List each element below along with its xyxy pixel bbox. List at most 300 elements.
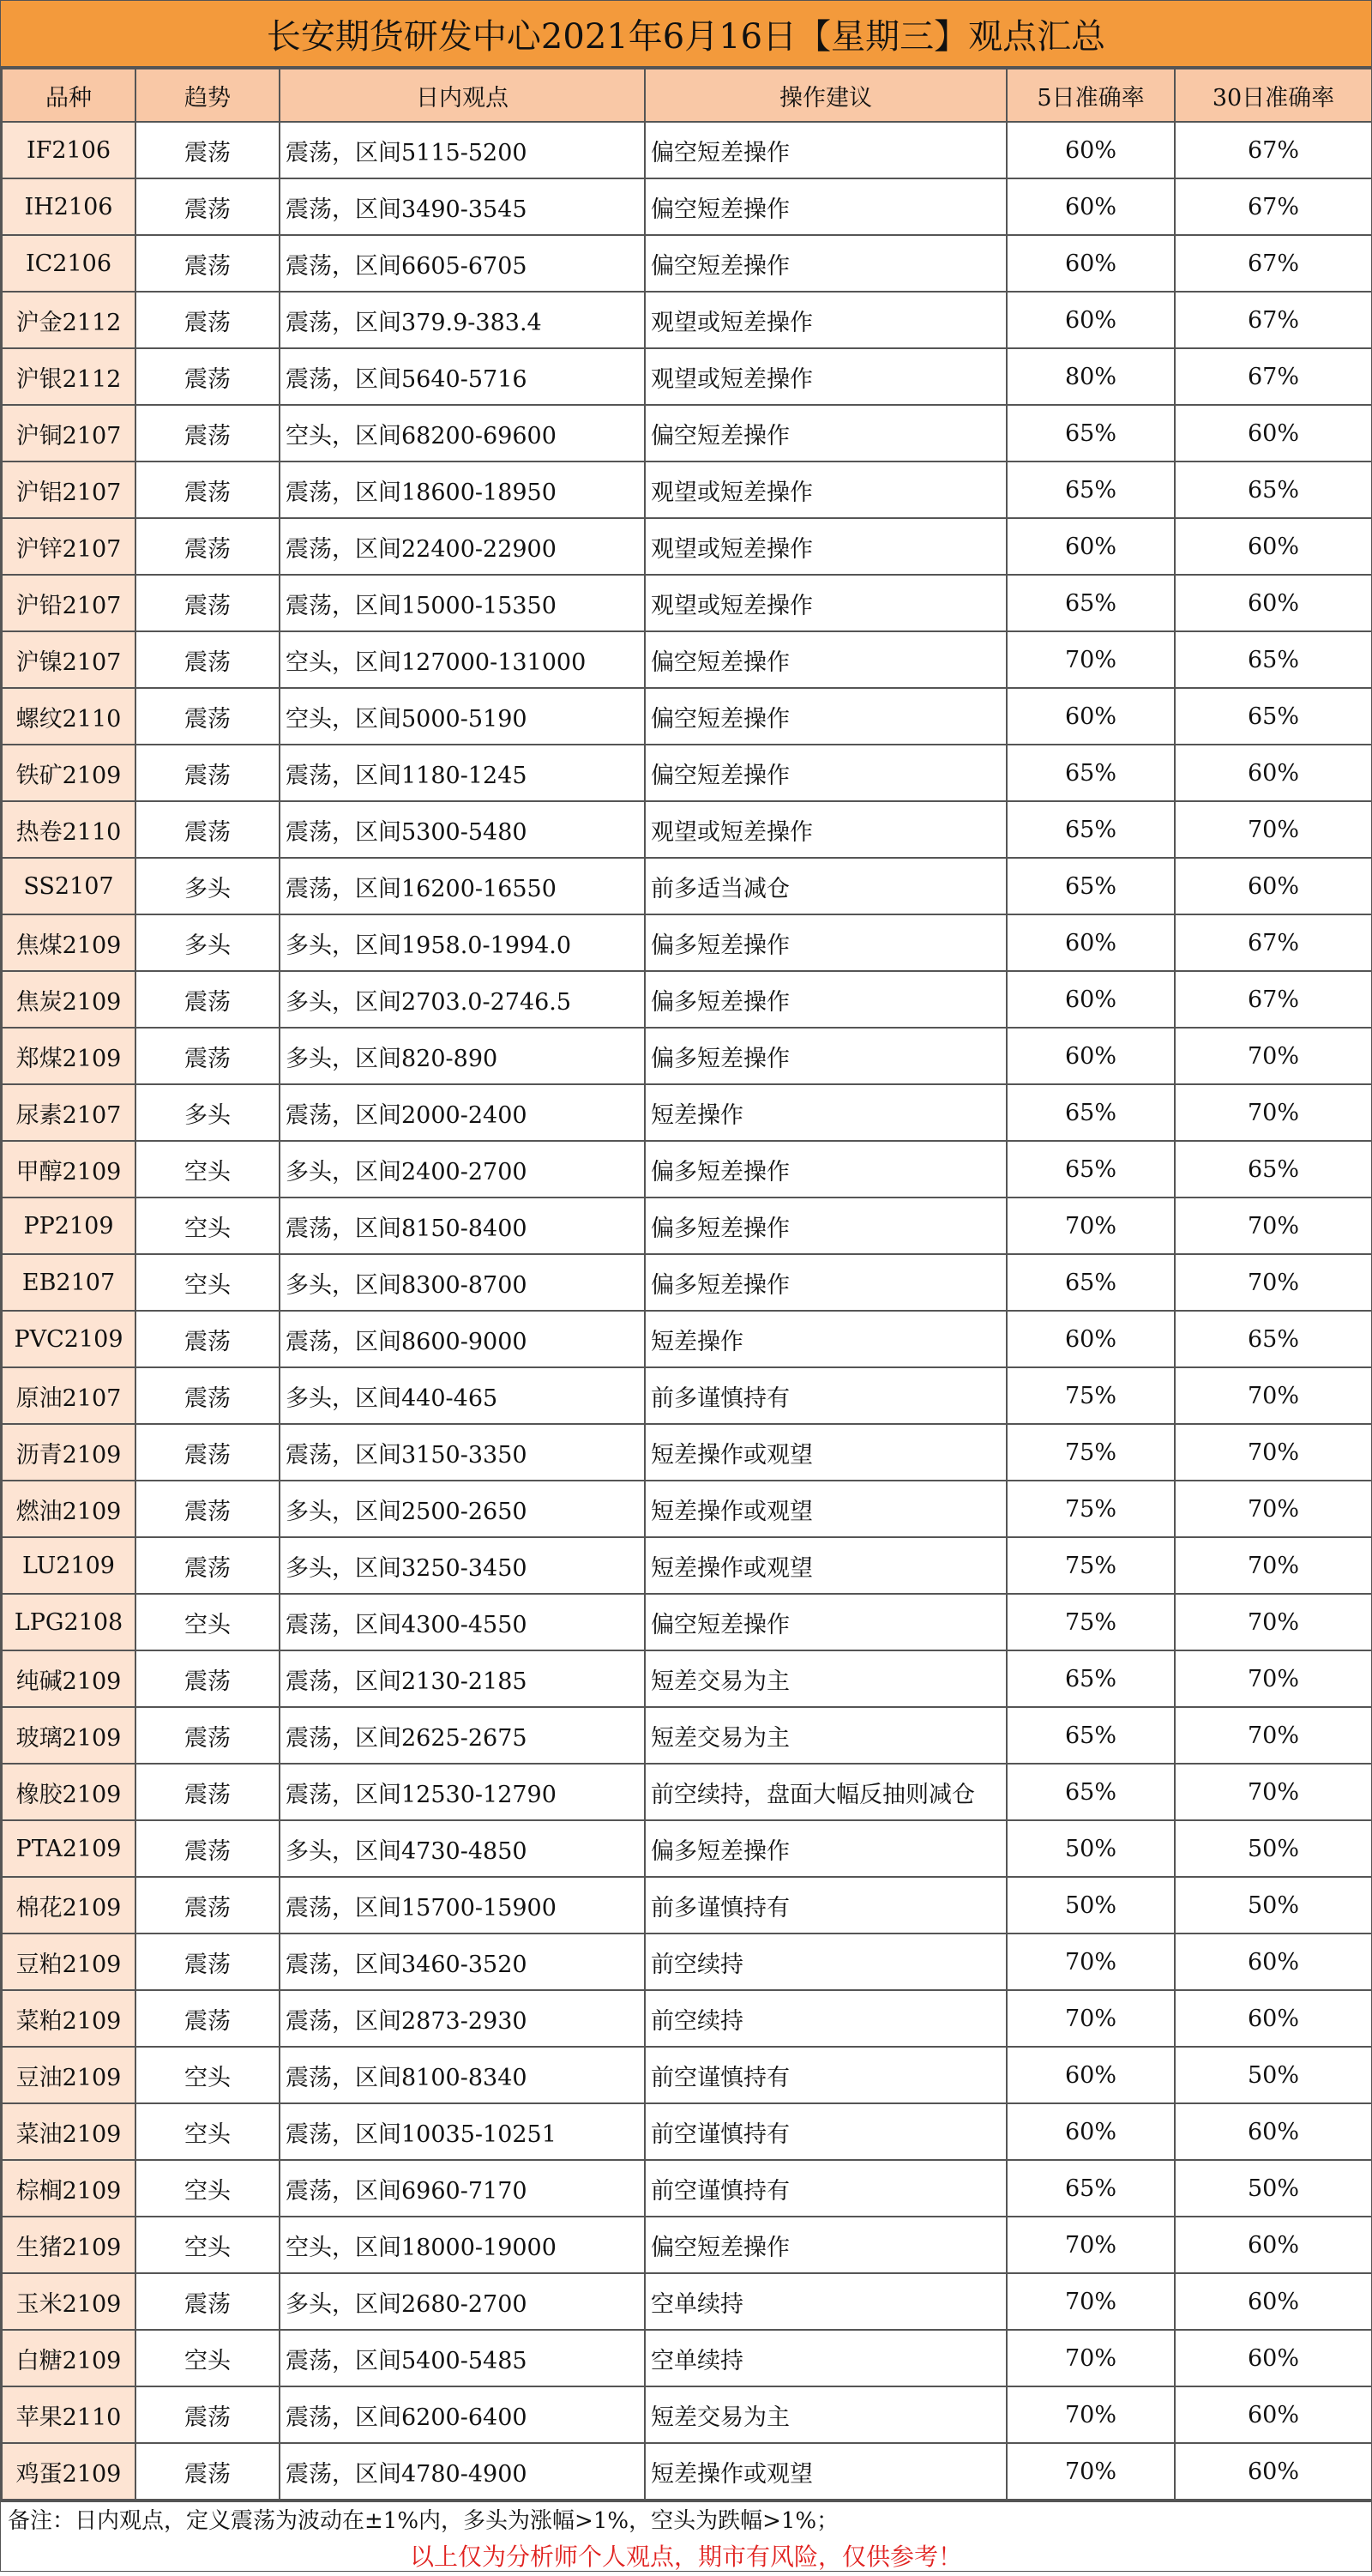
cell-trend: 震荡 <box>135 405 280 462</box>
cell-30day-accuracy: 70% <box>1175 1764 1372 1820</box>
cell-trend: 震荡 <box>135 971 280 1028</box>
cell-trend: 震荡 <box>135 1537 280 1594</box>
cell-30day-accuracy: 70% <box>1175 1084 1372 1141</box>
cell-5day-accuracy: 75% <box>1007 1594 1175 1650</box>
cell-trend: 震荡 <box>135 348 280 405</box>
cell-advice: 前多谨慎持有 <box>645 1877 1007 1934</box>
cell-trend: 震荡 <box>135 1934 280 1990</box>
table-row <box>2 2330 1372 2386</box>
cell-intraday-view: 多头，区间440-465 <box>280 1367 645 1424</box>
cell-30day-accuracy: 50% <box>1175 2047 1372 2103</box>
table-row <box>2 2103 1372 2160</box>
cell-advice: 观望或短差操作 <box>645 292 1007 348</box>
cell-30day-accuracy: 60% <box>1175 2386 1372 2443</box>
table-row <box>2 462 1372 518</box>
table-row <box>2 2160 1372 2217</box>
cell-intraday-view: 震荡，区间15000-15350 <box>280 575 645 631</box>
cell-trend: 空头 <box>135 2103 280 2160</box>
table-row <box>2 2443 1372 2500</box>
cell-intraday-view: 空头，区间18000-19000 <box>280 2217 645 2273</box>
cell-30day-accuracy: 70% <box>1175 1254 1372 1311</box>
cell-30day-accuracy: 70% <box>1175 1481 1372 1537</box>
cell-variety: 尿素2107 <box>2 1084 135 1141</box>
cell-30day-accuracy: 70% <box>1175 1707 1372 1764</box>
cell-5day-accuracy: 65% <box>1007 405 1175 462</box>
cell-5day-accuracy: 70% <box>1007 2330 1175 2386</box>
cell-30day-accuracy: 70% <box>1175 1650 1372 1707</box>
table-row <box>2 178 1372 235</box>
cell-intraday-view: 震荡，区间12530-12790 <box>280 1764 645 1820</box>
cell-variety: 豆油2109 <box>2 2047 135 2103</box>
table-row <box>2 1141 1372 1198</box>
cell-advice: 偏空短差操作 <box>645 1594 1007 1650</box>
cell-5day-accuracy: 50% <box>1007 1820 1175 1877</box>
table-row <box>2 858 1372 914</box>
table-row <box>2 1424 1372 1481</box>
cell-30day-accuracy: 70% <box>1175 1028 1372 1084</box>
cell-intraday-view: 震荡，区间1180-1245 <box>280 745 645 801</box>
header-intraday-view: 日内观点 <box>280 69 645 122</box>
table-row <box>2 575 1372 631</box>
cell-variety: 铁矿2109 <box>2 745 135 801</box>
cell-5day-accuracy: 50% <box>1007 1877 1175 1934</box>
cell-30day-accuracy: 50% <box>1175 2160 1372 2217</box>
cell-intraday-view: 震荡，区间5640-5716 <box>280 348 645 405</box>
cell-5day-accuracy: 60% <box>1007 688 1175 745</box>
cell-30day-accuracy: 60% <box>1175 575 1372 631</box>
cell-variety: 玉米2109 <box>2 2273 135 2330</box>
cell-advice: 偏空短差操作 <box>645 2217 1007 2273</box>
cell-5day-accuracy: 75% <box>1007 1537 1175 1594</box>
table-row <box>2 631 1372 688</box>
cell-trend: 多头 <box>135 1084 280 1141</box>
cell-trend: 震荡 <box>135 2443 280 2500</box>
cell-trend: 震荡 <box>135 462 280 518</box>
table-header-row <box>2 69 1372 122</box>
cell-30day-accuracy: 65% <box>1175 631 1372 688</box>
table-row <box>2 292 1372 348</box>
cell-intraday-view: 震荡，区间3150-3350 <box>280 1424 645 1481</box>
cell-intraday-view: 震荡，区间3460-3520 <box>280 1934 645 1990</box>
table-row <box>2 235 1372 292</box>
header-5day-accuracy: 5日准确率 <box>1007 69 1175 122</box>
cell-intraday-view: 震荡，区间2873-2930 <box>280 1990 645 2047</box>
table-row <box>2 1084 1372 1141</box>
cell-advice: 短差操作或观望 <box>645 1481 1007 1537</box>
cell-trend: 震荡 <box>135 745 280 801</box>
cell-5day-accuracy: 75% <box>1007 1424 1175 1481</box>
cell-intraday-view: 震荡，区间2130-2185 <box>280 1650 645 1707</box>
cell-30day-accuracy: 65% <box>1175 1311 1372 1367</box>
cell-trend: 震荡 <box>135 688 280 745</box>
cell-trend: 震荡 <box>135 2273 280 2330</box>
cell-30day-accuracy: 70% <box>1175 1367 1372 1424</box>
cell-variety: 沪锌2107 <box>2 518 135 575</box>
cell-advice: 偏多短差操作 <box>645 1141 1007 1198</box>
table-row <box>2 2047 1372 2103</box>
cell-advice: 短差交易为主 <box>645 1650 1007 1707</box>
cell-intraday-view: 多头，区间1958.0-1994.0 <box>280 914 645 971</box>
cell-5day-accuracy: 60% <box>1007 1311 1175 1367</box>
cell-5day-accuracy: 75% <box>1007 1481 1175 1537</box>
cell-advice: 偏多短差操作 <box>645 1254 1007 1311</box>
cell-intraday-view: 震荡，区间6605-6705 <box>280 235 645 292</box>
cell-intraday-view: 多头，区间4730-4850 <box>280 1820 645 1877</box>
cell-intraday-view: 多头，区间2400-2700 <box>280 1141 645 1198</box>
cell-30day-accuracy: 65% <box>1175 462 1372 518</box>
cell-variety: 纯碱2109 <box>2 1650 135 1707</box>
cell-trend: 震荡 <box>135 178 280 235</box>
cell-intraday-view: 震荡，区间5300-5480 <box>280 801 645 858</box>
cell-5day-accuracy: 70% <box>1007 2273 1175 2330</box>
cell-30day-accuracy: 65% <box>1175 1141 1372 1198</box>
cell-advice: 短差操作或观望 <box>645 2443 1007 2500</box>
cell-intraday-view: 空头，区间5000-5190 <box>280 688 645 745</box>
cell-variety: 沪铝2107 <box>2 462 135 518</box>
table-row <box>2 1198 1372 1254</box>
cell-trend: 震荡 <box>135 1764 280 1820</box>
cell-30day-accuracy: 50% <box>1175 1877 1372 1934</box>
cell-30day-accuracy: 60% <box>1175 1990 1372 2047</box>
cell-intraday-view: 震荡，区间15700-15900 <box>280 1877 645 1934</box>
cell-trend: 震荡 <box>135 2386 280 2443</box>
report-title: 长安期货研发中心2021年6月16日【星期三】观点汇总 <box>1 1 1371 68</box>
cell-variety: 热卷2110 <box>2 801 135 858</box>
cell-intraday-view: 震荡，区间5115-5200 <box>280 122 645 178</box>
cell-trend: 空头 <box>135 1198 280 1254</box>
table-row <box>2 1764 1372 1820</box>
cell-advice: 前空谨慎持有 <box>645 2047 1007 2103</box>
cell-variety: IH2106 <box>2 178 135 235</box>
cell-advice: 前空续持 <box>645 1934 1007 1990</box>
cell-variety: 菜粕2109 <box>2 1990 135 2047</box>
cell-5day-accuracy: 70% <box>1007 1198 1175 1254</box>
cell-variety: 螺纹2110 <box>2 688 135 745</box>
table-row <box>2 1254 1372 1311</box>
cell-intraday-view: 多头，区间2680-2700 <box>280 2273 645 2330</box>
cell-advice: 前空续持，盘面大幅反抽则减仓 <box>645 1764 1007 1820</box>
cell-trend: 震荡 <box>135 122 280 178</box>
cell-trend: 震荡 <box>135 1877 280 1934</box>
cell-5day-accuracy: 65% <box>1007 745 1175 801</box>
cell-5day-accuracy: 65% <box>1007 858 1175 914</box>
header-trend: 趋势 <box>135 69 280 122</box>
table-row <box>2 348 1372 405</box>
cell-trend: 震荡 <box>135 518 280 575</box>
cell-trend: 震荡 <box>135 575 280 631</box>
cell-trend: 多头 <box>135 858 280 914</box>
cell-trend: 震荡 <box>135 1481 280 1537</box>
cell-variety: 燃油2109 <box>2 1481 135 1537</box>
cell-advice: 短差交易为主 <box>645 1707 1007 1764</box>
cell-intraday-view: 震荡，区间2000-2400 <box>280 1084 645 1141</box>
cell-variety: 焦炭2109 <box>2 971 135 1028</box>
cell-trend: 震荡 <box>135 1820 280 1877</box>
cell-intraday-view: 多头，区间820-890 <box>280 1028 645 1084</box>
table-row <box>2 1650 1372 1707</box>
table-row <box>2 1537 1372 1594</box>
cell-advice: 偏空短差操作 <box>645 745 1007 801</box>
cell-30day-accuracy: 60% <box>1175 2443 1372 2500</box>
cell-advice: 空单续持 <box>645 2273 1007 2330</box>
table-row <box>2 801 1372 858</box>
cell-5day-accuracy: 70% <box>1007 1990 1175 2047</box>
cell-intraday-view: 震荡，区间4300-4550 <box>280 1594 645 1650</box>
table-row <box>2 2217 1372 2273</box>
footnote: 备注：日内观点，定义震荡为波动在±1%内，多头为涨幅>1%，空头为跌幅>1%； <box>1 2501 1371 2535</box>
table-row <box>2 1481 1372 1537</box>
cell-intraday-view: 震荡，区间6200-6400 <box>280 2386 645 2443</box>
cell-intraday-view: 多头，区间2703.0-2746.5 <box>280 971 645 1028</box>
table-row <box>2 971 1372 1028</box>
cell-variety: 橡胶2109 <box>2 1764 135 1820</box>
cell-trend: 震荡 <box>135 1990 280 2047</box>
cell-30day-accuracy: 70% <box>1175 1198 1372 1254</box>
cell-advice: 偏空短差操作 <box>645 405 1007 462</box>
cell-variety: IC2106 <box>2 235 135 292</box>
cell-5day-accuracy: 60% <box>1007 235 1175 292</box>
cell-30day-accuracy: 50% <box>1175 1820 1372 1877</box>
cell-variety: 菜油2109 <box>2 2103 135 2160</box>
cell-variety: 棕榈2109 <box>2 2160 135 2217</box>
cell-30day-accuracy: 60% <box>1175 1934 1372 1990</box>
cell-5day-accuracy: 80% <box>1007 348 1175 405</box>
cell-advice: 前空谨慎持有 <box>645 2160 1007 2217</box>
cell-intraday-view: 震荡，区间18600-18950 <box>280 462 645 518</box>
cell-advice: 前空谨慎持有 <box>645 2103 1007 2160</box>
cell-trend: 空头 <box>135 1254 280 1311</box>
table-row <box>2 914 1372 971</box>
views-table <box>1 68 1372 2501</box>
cell-variety: PVC2109 <box>2 1311 135 1367</box>
cell-5day-accuracy: 65% <box>1007 1084 1175 1141</box>
cell-5day-accuracy: 60% <box>1007 2047 1175 2103</box>
cell-advice: 观望或短差操作 <box>645 462 1007 518</box>
cell-5day-accuracy: 65% <box>1007 462 1175 518</box>
cell-advice: 空单续持 <box>645 2330 1007 2386</box>
cell-intraday-view: 空头，区间68200-69600 <box>280 405 645 462</box>
cell-advice: 偏空短差操作 <box>645 235 1007 292</box>
table-row <box>2 745 1372 801</box>
table-body <box>2 122 1372 2500</box>
cell-5day-accuracy: 65% <box>1007 1254 1175 1311</box>
cell-advice: 前空续持 <box>645 1990 1007 2047</box>
header-30day-accuracy: 30日准确率 <box>1175 69 1372 122</box>
cell-trend: 震荡 <box>135 631 280 688</box>
cell-trend: 空头 <box>135 2047 280 2103</box>
cell-5day-accuracy: 60% <box>1007 292 1175 348</box>
header-variety: 品种 <box>2 69 135 122</box>
cell-variety: 棉花2109 <box>2 1877 135 1934</box>
cell-advice: 偏多短差操作 <box>645 1028 1007 1084</box>
cell-variety: SS2107 <box>2 858 135 914</box>
table-row <box>2 2386 1372 2443</box>
cell-variety: 原油2107 <box>2 1367 135 1424</box>
cell-5day-accuracy: 65% <box>1007 801 1175 858</box>
cell-trend: 空头 <box>135 2330 280 2386</box>
cell-5day-accuracy: 70% <box>1007 1934 1175 1990</box>
cell-variety: 沥青2109 <box>2 1424 135 1481</box>
table-row <box>2 2273 1372 2330</box>
table-row <box>2 405 1372 462</box>
cell-variety: 玻璃2109 <box>2 1707 135 1764</box>
header-advice: 操作建议 <box>645 69 1007 122</box>
cell-30day-accuracy: 67% <box>1175 122 1372 178</box>
cell-intraday-view: 震荡，区间16200-16550 <box>280 858 645 914</box>
cell-intraday-view: 震荡，区间8600-9000 <box>280 1311 645 1367</box>
table-row <box>2 1934 1372 1990</box>
table-row <box>2 1594 1372 1650</box>
cell-30day-accuracy: 60% <box>1175 518 1372 575</box>
cell-trend: 多头 <box>135 914 280 971</box>
cell-5day-accuracy: 60% <box>1007 914 1175 971</box>
cell-30day-accuracy: 67% <box>1175 914 1372 971</box>
cell-trend: 震荡 <box>135 1424 280 1481</box>
cell-advice: 前多谨慎持有 <box>645 1367 1007 1424</box>
cell-trend: 空头 <box>135 1594 280 1650</box>
cell-5day-accuracy: 65% <box>1007 575 1175 631</box>
cell-5day-accuracy: 60% <box>1007 178 1175 235</box>
cell-intraday-view: 震荡，区间10035-10251 <box>280 2103 645 2160</box>
cell-advice: 偏多短差操作 <box>645 971 1007 1028</box>
cell-variety: 沪铅2107 <box>2 575 135 631</box>
cell-30day-accuracy: 60% <box>1175 2103 1372 2160</box>
cell-variety: EB2107 <box>2 1254 135 1311</box>
table-row <box>2 1820 1372 1877</box>
cell-advice: 短差操作 <box>645 1311 1007 1367</box>
cell-advice: 偏空短差操作 <box>645 178 1007 235</box>
table-row <box>2 1877 1372 1934</box>
cell-advice: 观望或短差操作 <box>645 575 1007 631</box>
cell-30day-accuracy: 60% <box>1175 2273 1372 2330</box>
table-row <box>2 1028 1372 1084</box>
cell-trend: 震荡 <box>135 1028 280 1084</box>
cell-30day-accuracy: 65% <box>1175 688 1372 745</box>
cell-intraday-view: 空头，区间127000-131000 <box>280 631 645 688</box>
cell-variety: 焦煤2109 <box>2 914 135 971</box>
cell-5day-accuracy: 60% <box>1007 971 1175 1028</box>
cell-5day-accuracy: 60% <box>1007 1028 1175 1084</box>
cell-30day-accuracy: 67% <box>1175 348 1372 405</box>
cell-intraday-view: 多头，区间8300-8700 <box>280 1254 645 1311</box>
cell-30day-accuracy: 60% <box>1175 405 1372 462</box>
cell-advice: 短差操作或观望 <box>645 1424 1007 1481</box>
cell-variety: 郑煤2109 <box>2 1028 135 1084</box>
cell-5day-accuracy: 65% <box>1007 1764 1175 1820</box>
cell-variety: 沪镍2107 <box>2 631 135 688</box>
cell-5day-accuracy: 70% <box>1007 2386 1175 2443</box>
cell-trend: 震荡 <box>135 801 280 858</box>
cell-advice: 偏空短差操作 <box>645 688 1007 745</box>
cell-advice: 短差操作 <box>645 1084 1007 1141</box>
disclaimer: 以上仅为分析师个人观点，期市有风险，仅供参考！ <box>409 2543 962 2571</box>
cell-30day-accuracy: 70% <box>1175 1537 1372 1594</box>
table-row <box>2 1367 1372 1424</box>
table-row <box>2 1311 1372 1367</box>
cell-variety: 豆粕2109 <box>2 1934 135 1990</box>
cell-30day-accuracy: 70% <box>1175 1424 1372 1481</box>
cell-intraday-view: 震荡，区间8100-8340 <box>280 2047 645 2103</box>
cell-intraday-view: 震荡，区间4780-4900 <box>280 2443 645 2500</box>
cell-variety: 鸡蛋2109 <box>2 2443 135 2500</box>
cell-30day-accuracy: 60% <box>1175 858 1372 914</box>
cell-30day-accuracy: 67% <box>1175 971 1372 1028</box>
cell-variety: 生猪2109 <box>2 2217 135 2273</box>
cell-trend: 震荡 <box>135 1707 280 1764</box>
cell-30day-accuracy: 70% <box>1175 801 1372 858</box>
cell-30day-accuracy: 67% <box>1175 235 1372 292</box>
cell-trend: 震荡 <box>135 292 280 348</box>
cell-advice: 短差操作或观望 <box>645 1537 1007 1594</box>
cell-variety: LPG2108 <box>2 1594 135 1650</box>
cell-30day-accuracy: 67% <box>1175 292 1372 348</box>
cell-intraday-view: 震荡，区间2625-2675 <box>280 1707 645 1764</box>
cell-trend: 震荡 <box>135 1367 280 1424</box>
cell-advice: 短差交易为主 <box>645 2386 1007 2443</box>
cell-variety: PTA2109 <box>2 1820 135 1877</box>
cell-variety: 沪金2112 <box>2 292 135 348</box>
cell-5day-accuracy: 65% <box>1007 1650 1175 1707</box>
cell-5day-accuracy: 75% <box>1007 1367 1175 1424</box>
cell-30day-accuracy: 70% <box>1175 1594 1372 1650</box>
cell-advice: 观望或短差操作 <box>645 518 1007 575</box>
cell-5day-accuracy: 70% <box>1007 2217 1175 2273</box>
table-row <box>2 122 1372 178</box>
table-row <box>2 688 1372 745</box>
cell-trend: 空头 <box>135 1141 280 1198</box>
cell-30day-accuracy: 67% <box>1175 178 1372 235</box>
cell-intraday-view: 震荡，区间379.9-383.4 <box>280 292 645 348</box>
cell-trend: 空头 <box>135 2217 280 2273</box>
cell-variety: 苹果2110 <box>2 2386 135 2443</box>
table-row <box>2 518 1372 575</box>
cell-trend: 空头 <box>135 2160 280 2217</box>
cell-30day-accuracy: 60% <box>1175 2217 1372 2273</box>
cell-advice: 偏多短差操作 <box>645 1198 1007 1254</box>
cell-advice: 偏空短差操作 <box>645 631 1007 688</box>
cell-intraday-view: 震荡，区间5400-5485 <box>280 2330 645 2386</box>
cell-variety: LU2109 <box>2 1537 135 1594</box>
cell-advice: 偏多短差操作 <box>645 914 1007 971</box>
cell-5day-accuracy: 60% <box>1007 122 1175 178</box>
cell-intraday-view: 震荡，区间22400-22900 <box>280 518 645 575</box>
cell-advice: 偏多短差操作 <box>645 1820 1007 1877</box>
cell-trend: 震荡 <box>135 235 280 292</box>
cell-5day-accuracy: 60% <box>1007 518 1175 575</box>
cell-5day-accuracy: 65% <box>1007 2160 1175 2217</box>
cell-advice: 前多适当减仓 <box>645 858 1007 914</box>
cell-30day-accuracy: 60% <box>1175 745 1372 801</box>
cell-variety: 白糖2109 <box>2 2330 135 2386</box>
cell-intraday-view: 多头，区间2500-2650 <box>280 1481 645 1537</box>
cell-advice: 观望或短差操作 <box>645 348 1007 405</box>
cell-30day-accuracy: 60% <box>1175 2330 1372 2386</box>
cell-intraday-view: 震荡，区间8150-8400 <box>280 1198 645 1254</box>
cell-variety: 沪铜2107 <box>2 405 135 462</box>
cell-advice: 观望或短差操作 <box>645 801 1007 858</box>
table-row <box>2 1990 1372 2047</box>
cell-5day-accuracy: 70% <box>1007 631 1175 688</box>
cell-variety: IF2106 <box>2 122 135 178</box>
cell-variety: 甲醇2109 <box>2 1141 135 1198</box>
cell-intraday-view: 震荡，区间3490-3545 <box>280 178 645 235</box>
cell-intraday-view: 震荡，区间6960-7170 <box>280 2160 645 2217</box>
cell-5day-accuracy: 65% <box>1007 1707 1175 1764</box>
table-row <box>2 1707 1372 1764</box>
cell-5day-accuracy: 60% <box>1007 2103 1175 2160</box>
cell-variety: PP2109 <box>2 1198 135 1254</box>
cell-trend: 震荡 <box>135 1650 280 1707</box>
